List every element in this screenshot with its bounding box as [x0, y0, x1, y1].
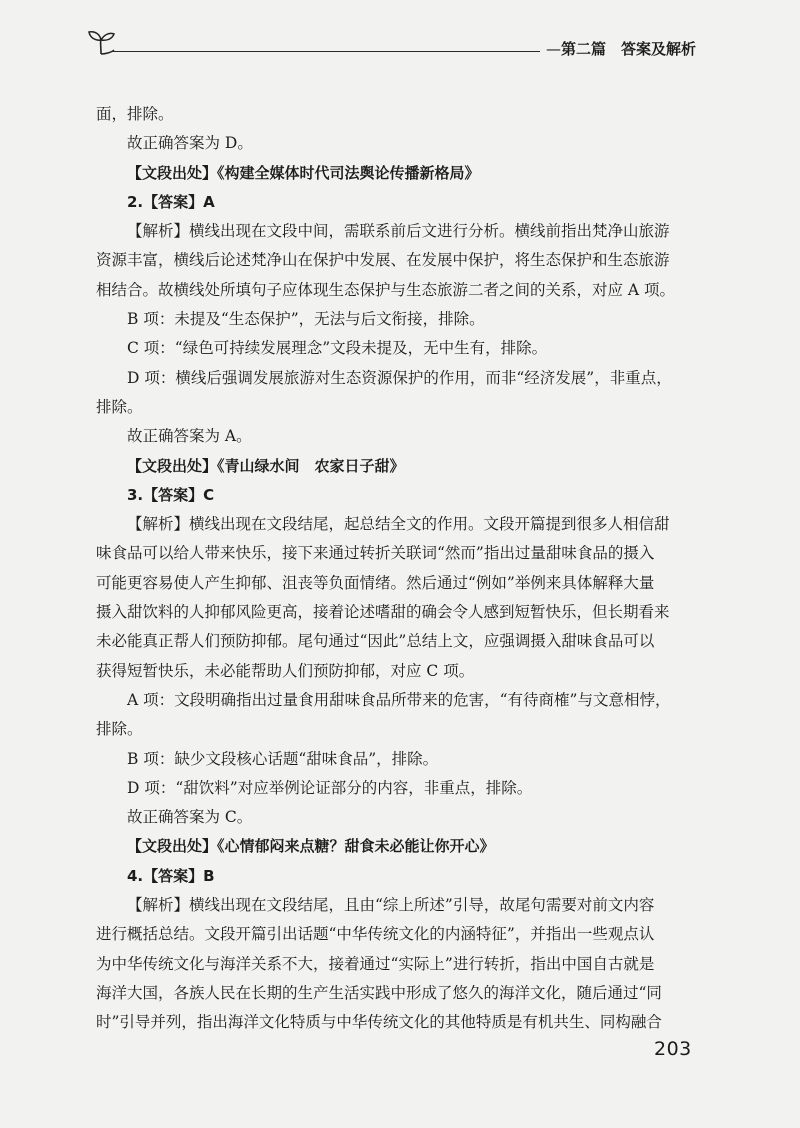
text-line: 获得短暂快乐，未必能帮助人们预防抑郁，对应 C 项。 [96, 661, 475, 680]
text-line: 故正确答案为 C。 [127, 808, 253, 827]
text-line: B 项：未提及“生态保护”，无法与后文衔接，排除。 [127, 310, 485, 329]
text-line: 味食品可以给人带来快乐，接下来通过转折关联词“然而”指出过量甜味食品的摄入 [96, 544, 655, 563]
analysis-line: 【解析】横线出现在文段中间，需联系前后文进行分析。横线前指出梵净山旅游 [127, 222, 670, 241]
section-title [546, 38, 706, 59]
text-line: 未必能真正帮人们预防抑郁。尾句通过“因此”总结上文，应强调摄入甜味食品可以 [96, 632, 655, 651]
source-line: 【文段出处】《心情郁闷来点糖？甜食未必能让你开心》 [127, 837, 495, 856]
text-line: 海洋大国，各族人民在长期的生产生活实践中形成了悠久的海洋文化，随后通过“同 [96, 983, 662, 1002]
source-line: 【文段出处】《青山绿水间 农家日子甜》 [127, 456, 405, 475]
answer-line: 4.【答案】B [127, 866, 215, 885]
page-number: 203 [654, 1038, 692, 1060]
text-line: 故正确答案为 A。 [127, 427, 252, 446]
body-text [96, 100, 696, 1038]
answer-line: 3.【答案】C [127, 485, 215, 504]
text-line: 面，排除。 [96, 105, 174, 123]
text-line: 资源丰富，横线后论述梵净山在保护中发展、在发展中保护，将生态保护和生态旅游 [96, 251, 670, 270]
header-rule [112, 51, 540, 52]
source-line: 【文段出处】《构建全媒体时代司法舆论传播新格局》 [127, 163, 480, 182]
text-line: 故正确答案为 D。 [127, 134, 253, 153]
text-line: B 项：缺少文段核心话题“甜味食品”，排除。 [127, 749, 439, 768]
text-line: D 项：“甜饮料”对应举例论证部分的内容，非重点，排除。 [127, 778, 533, 797]
text-line: A 项：文段明确指出过量食用甜味食品所带来的危害，“有待商榷”与文意相悖， [127, 690, 671, 709]
analysis-line: 【解析】横线出现在文段结尾，起总结全文的作用。文段开篇提到很多人相信甜 [127, 515, 670, 534]
section-title-text: 第二篇 答案及解析 [561, 40, 697, 58]
header-dash: — [546, 40, 561, 58]
text-line: 时”引导并列，指出海洋文化特质与中华传统文化的其他特质是有机共生、同构融合 [96, 1013, 662, 1032]
text-line: D 项：横线后强调发展旅游对生态资源保护的作用，而非“经济发展”，非重点， [127, 368, 672, 387]
text-line: 排除。 [96, 397, 143, 416]
text-line: C 项：“绿色可持续发展理念”文段未提及，无中生有，排除。 [127, 339, 548, 358]
text-line: 为中华传统文化与海洋关系不大，接着通过“实际上”进行转折，指出中国自古就是 [96, 954, 655, 973]
text-line: 摄入甜饮料的人抑郁风险更高，接着论述嗜甜的确会令人感到短暂快乐，但长期看来 [96, 603, 670, 622]
text-line: 相结合。故横线处所填句子应体现生态保护与生态旅游二者之间的关系，对应 A 项。 [96, 280, 676, 299]
text-line: 进行概括总结。文段开篇引出话题“中华传统文化的内涵特征”，并指出一些观点认 [96, 925, 655, 944]
text-line: 排除。 [96, 720, 143, 739]
answer-line: 2.【答案】A [127, 192, 215, 211]
analysis-line: 【解析】横线出现在文段结尾，且由“综上所述”引导，故尾句需要对前文内容 [127, 896, 655, 915]
text-line: 可能更容易使人产生抑郁、沮丧等负面情绪。然后通过“例如”举例来具体解释大量 [96, 573, 655, 592]
